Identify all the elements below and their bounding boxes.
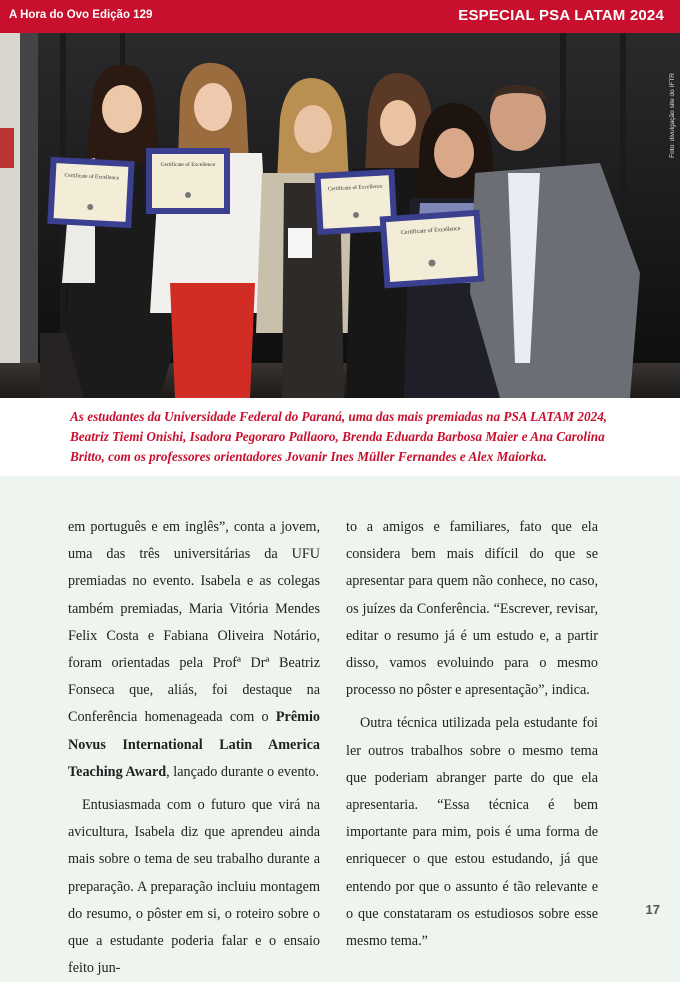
article-paragraph: to a amigos e familiares, fato que ela considera bem mais difícil do que se apresentar para quem não conhece, no caso, os juízes da Conferência. “Escrever, revisar, editar o resumo já é um estudo e, a partir disso, vamos evoluindo para o mesmo processo no pôster e apresentação”, indica. bbox=[346, 519, 598, 699]
photo-credit: Foto: divulgação site do IFTR bbox=[669, 73, 676, 158]
article-paragraph: Outra técnica utilizada pela estudante foi ler outros trabalhos sobre o mesmo tema que poderiam abranger parte do que ela apresentaria. “Essa técnica é bem importante para mim, pois é uma forma de enriquecer o que estou estudando, já que entendo por que o assunto é tão relevante e o que constataram os estudiosos sobre esse mesmo tema.” bbox=[346, 715, 598, 950]
certificate-4-title: Certificate of Excellence bbox=[400, 225, 461, 237]
article-column-2 bbox=[346, 514, 598, 955]
photo-caption: As estudantes da Universidade Federal do Paraná, uma das mais premiadas na PSA LATAM 2024, Beatriz Tiemi Onishi, Isadora Pegoraro Pallaoro, Brenda Eduarda Barbosa Maier e Ana Carolina Britto, com os professores orientadores Jovanir Ines Müller Fernandes e Alex Maiorka. bbox=[70, 409, 608, 464]
page-number: 17 bbox=[645, 902, 660, 917]
paragraph-text: , lançado durante o evento. bbox=[166, 763, 320, 780]
issue-label: A Hora do Ovo Edição 129 bbox=[9, 9, 153, 21]
caption-box bbox=[0, 398, 680, 476]
certificate-1 bbox=[47, 157, 134, 228]
article-paragraph: Entusiasmada com o futuro que virá na avicultura, Isabela diz que aprendeu ainda mais sobre o tema de seu trabalho durante a preparação. A preparação incluiu montagem do resumo, o pôster em si, o roteiro sobre o que a estudante poderia falar e o ensaio feito jun- bbox=[68, 797, 320, 977]
section-title: ESPECIAL PSA LATAM 2024 bbox=[458, 7, 664, 24]
page-header bbox=[0, 0, 680, 33]
award-photo-illustration bbox=[0, 33, 680, 398]
article-paragraph bbox=[68, 514, 320, 786]
award-name: Prêmio Novus International Latin America Teaching Award bbox=[68, 709, 320, 780]
certificate-4 bbox=[380, 210, 485, 289]
certificate-3-title: Certificate of Excellence bbox=[327, 183, 383, 193]
paragraph-text: em português e em inglês”, conta a jovem, uma das três universitárias da UFU premiadas no evento. Isabela e as colegas também premiadas, Maria Vitória Mendes Felix Costa e Fabiana Oliveira Notário, foram orientadas pela Profª Drª Beatriz Fonseca que, aliás, foi destaque na Conferência homenageada com o bbox=[68, 519, 320, 726]
group-photo bbox=[0, 33, 680, 398]
article-column-1 bbox=[68, 514, 320, 982]
certificate-1-title: Certificate of Excellence bbox=[64, 172, 120, 182]
certificate-2-title: Certificate of Excellence bbox=[160, 162, 216, 168]
certificate-2 bbox=[146, 148, 230, 214]
